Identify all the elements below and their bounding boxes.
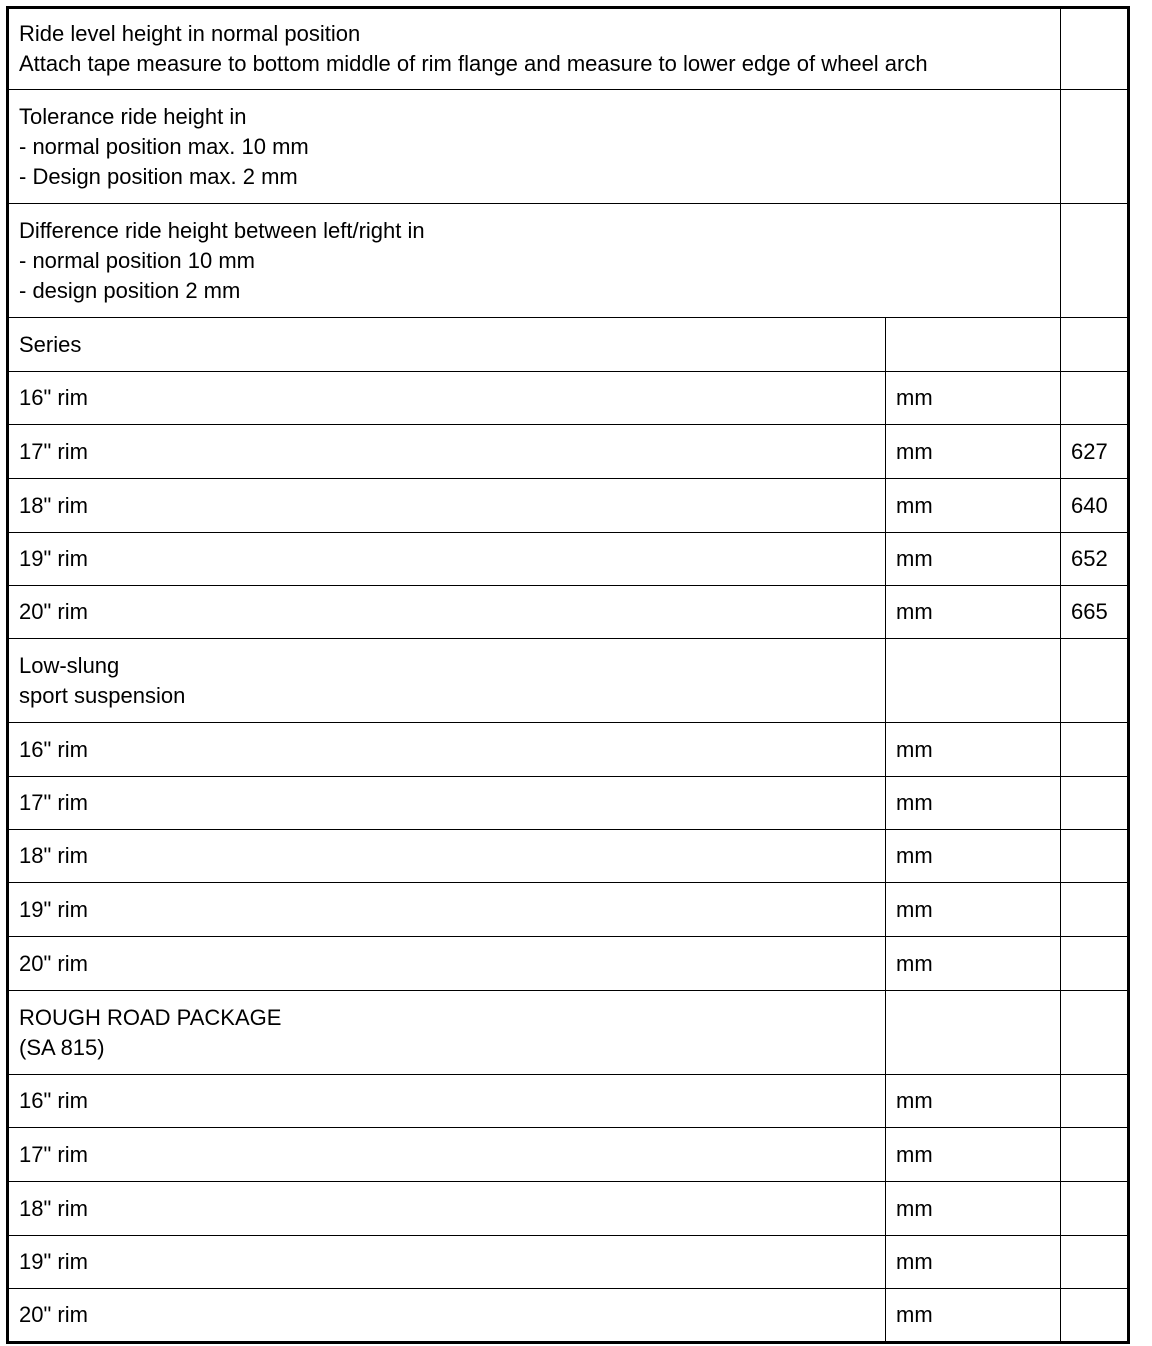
group-heading-low-slung bbox=[8, 639, 1129, 723]
intro-row-measure bbox=[8, 8, 1129, 90]
rim-size-label: 18" rim bbox=[8, 479, 886, 533]
intro-line: Attach tape measure to bottom middle of rim flange and measure to lower edge of wheel arch bbox=[19, 51, 928, 76]
unit-label: mm bbox=[886, 1075, 1061, 1128]
rim-size-label: 18" rim bbox=[8, 1182, 886, 1236]
height-value bbox=[1061, 883, 1129, 937]
table-row bbox=[8, 479, 1129, 533]
rim-size-label: 20" rim bbox=[8, 937, 886, 991]
height-value bbox=[1061, 1236, 1129, 1289]
table-row bbox=[8, 1236, 1129, 1289]
group-heading-line: Series bbox=[19, 331, 82, 357]
group-heading-line: (SA 815) bbox=[19, 1034, 105, 1060]
table-row bbox=[8, 1128, 1129, 1182]
table-row bbox=[8, 830, 1129, 883]
unit-cell bbox=[886, 318, 1061, 372]
intro-row-difference bbox=[8, 204, 1129, 318]
table-row bbox=[8, 723, 1129, 777]
intro-line: Tolerance ride height in bbox=[19, 103, 247, 129]
table-row bbox=[8, 777, 1129, 830]
height-value: 640 bbox=[1061, 479, 1129, 533]
height-value bbox=[1061, 830, 1129, 883]
height-value bbox=[1061, 723, 1129, 777]
group-heading-series bbox=[8, 318, 1129, 372]
group-heading-line: ROUGH ROAD PACKAGE bbox=[19, 1004, 282, 1030]
value-cell bbox=[1061, 204, 1129, 318]
unit-label: mm bbox=[886, 830, 1061, 883]
group-heading bbox=[8, 639, 886, 723]
intro-line: - normal position max. 10 mm bbox=[19, 133, 309, 159]
height-value bbox=[1061, 777, 1129, 830]
unit-label: mm bbox=[886, 1236, 1061, 1289]
height-value bbox=[1061, 1182, 1129, 1236]
unit-label: mm bbox=[886, 723, 1061, 777]
rim-size-label: 16" rim bbox=[8, 1075, 886, 1128]
rim-size-label: 18" rim bbox=[8, 830, 886, 883]
rim-size-label: 17" rim bbox=[8, 777, 886, 830]
intro-text bbox=[8, 8, 1061, 90]
height-value bbox=[1061, 1289, 1129, 1343]
rim-size-label: 19" rim bbox=[8, 533, 886, 586]
table-row bbox=[8, 425, 1129, 479]
table-row bbox=[8, 1075, 1129, 1128]
rim-size-label: 19" rim bbox=[8, 883, 886, 937]
table-row bbox=[8, 372, 1129, 425]
unit-label: mm bbox=[886, 937, 1061, 991]
unit-label: mm bbox=[886, 1182, 1061, 1236]
group-heading bbox=[8, 318, 886, 372]
rim-size-label: 16" rim bbox=[8, 372, 886, 425]
height-value: 627 bbox=[1061, 425, 1129, 479]
intro-line: Ride level height in normal position bbox=[19, 21, 361, 46]
unit-label: mm bbox=[886, 425, 1061, 479]
rim-size-label: 17" rim bbox=[8, 1128, 886, 1182]
unit-label: mm bbox=[886, 1128, 1061, 1182]
unit-cell bbox=[886, 991, 1061, 1075]
rim-size-label: 19" rim bbox=[8, 1236, 886, 1289]
unit-cell bbox=[886, 639, 1061, 723]
table-row bbox=[8, 937, 1129, 991]
intro-row-tolerance bbox=[8, 90, 1129, 204]
height-value: 652 bbox=[1061, 533, 1129, 586]
rim-size-label: 16" rim bbox=[8, 723, 886, 777]
group-heading-rough-road bbox=[8, 991, 1129, 1075]
table-row bbox=[8, 1182, 1129, 1236]
value-cell bbox=[1061, 90, 1129, 204]
table-row bbox=[8, 586, 1129, 639]
unit-label: mm bbox=[886, 1289, 1061, 1343]
intro-text bbox=[8, 90, 1061, 204]
height-value bbox=[1061, 1128, 1129, 1182]
unit-label: mm bbox=[886, 479, 1061, 533]
intro-text bbox=[8, 204, 1061, 318]
table-row bbox=[8, 1289, 1129, 1343]
unit-label: mm bbox=[886, 533, 1061, 586]
ride-height-spec-table bbox=[6, 6, 1130, 1344]
rim-size-label: 20" rim bbox=[8, 586, 886, 639]
value-cell bbox=[1061, 318, 1129, 372]
intro-line: - design position 2 mm bbox=[19, 277, 241, 303]
value-cell bbox=[1061, 991, 1129, 1075]
group-heading-line: Low-slung bbox=[19, 652, 120, 678]
unit-label: mm bbox=[886, 586, 1061, 639]
intro-line: - normal position 10 mm bbox=[19, 247, 255, 273]
unit-label: mm bbox=[886, 883, 1061, 937]
height-value bbox=[1061, 937, 1129, 991]
intro-line: Difference ride height between left/right in bbox=[19, 217, 425, 243]
group-heading bbox=[8, 991, 886, 1075]
table-row bbox=[8, 883, 1129, 937]
table-row bbox=[8, 533, 1129, 586]
height-value bbox=[1061, 372, 1129, 425]
unit-label: mm bbox=[886, 372, 1061, 425]
group-heading-line: sport suspension bbox=[19, 682, 186, 708]
height-value bbox=[1061, 1075, 1129, 1128]
height-value: 665 bbox=[1061, 586, 1129, 639]
unit-label: mm bbox=[886, 777, 1061, 830]
value-cell bbox=[1061, 8, 1129, 90]
rim-size-label: 17" rim bbox=[8, 425, 886, 479]
value-cell bbox=[1061, 639, 1129, 723]
rim-size-label: 20" rim bbox=[8, 1289, 886, 1343]
intro-line: - Design position max. 2 mm bbox=[19, 163, 298, 189]
